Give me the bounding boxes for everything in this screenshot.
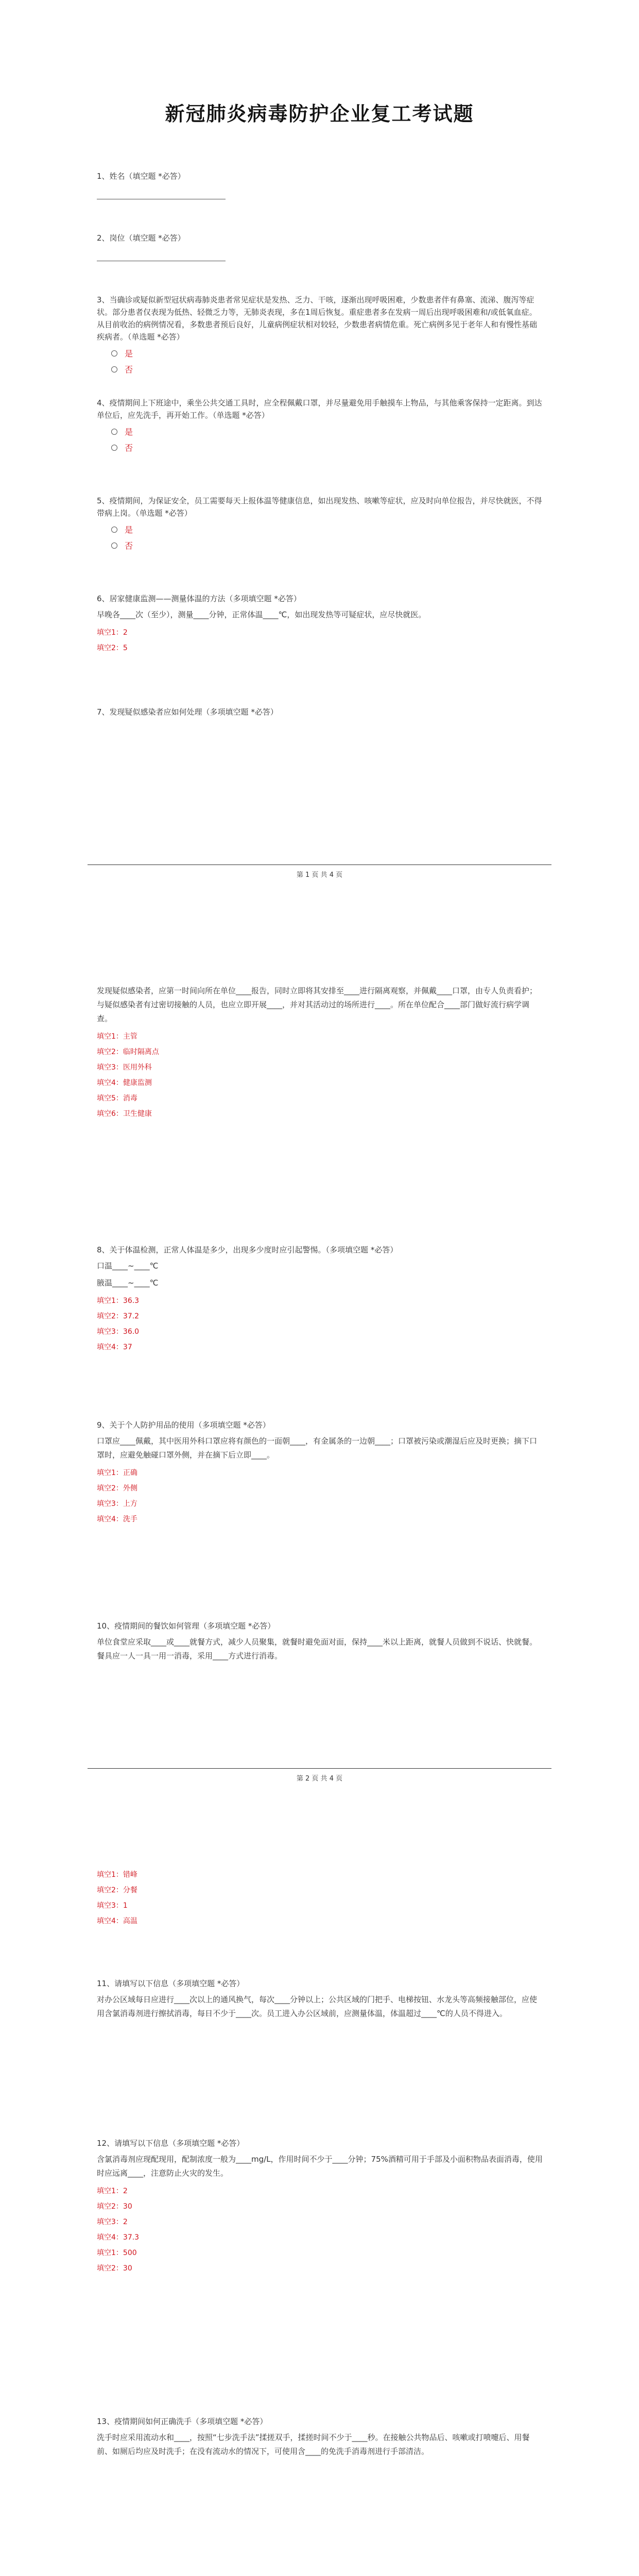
option-no[interactable] (111, 363, 543, 375)
question-6 (97, 592, 543, 656)
answer: 填空2：临时隔离点 (97, 1048, 159, 1056)
answer: 填空2：外侧 (97, 1484, 137, 1493)
option-yes[interactable] (111, 523, 543, 535)
answer: 填空4：洗手 (97, 1515, 137, 1523)
question-7 (97, 706, 543, 718)
answer-list (97, 625, 543, 656)
question-12 (97, 2137, 543, 2276)
question-text: 口罩应____佩戴，其中医用外科口罩应将有颜色的一面朝____，有金属条的一边朝____；口罩被污染或潮湿后应及时更换；摘下口罩时，应避免触碰口罩外侧，并在摘下后立即____。 (97, 1436, 538, 1460)
question-10 (97, 1620, 543, 1663)
answer: 填空1：主管 (97, 1032, 137, 1041)
answer: 填空4：37 (97, 1343, 132, 1351)
radio-circle[interactable] (111, 429, 117, 435)
question-text: 含氯消毒剂应现配现用，配制浓度一般为____mg/L，作用时间不少于____分钟；75%酒精可用于手部及小面积物品表面消毒，使用时应远离____，注意防止火灾的发生。 (97, 2155, 543, 2178)
option-label: 否 (125, 443, 133, 453)
question-2 (97, 232, 543, 261)
answer: 填空4：高温 (97, 1917, 137, 1925)
answer-list (97, 1293, 543, 1355)
answer: 填空3：医用外科 (97, 1063, 152, 1072)
answer: 填空5：消毒 (97, 1094, 137, 1103)
page-3 (0, 1807, 639, 2576)
question-10-answers (97, 1864, 543, 1929)
question-5 (97, 495, 543, 551)
question-title: 8、关于体温检测，正常人体温是多少，出现多少度时应引起警惕。（多项填空题 *必答） (97, 1245, 398, 1255)
option-label: 是 (125, 427, 133, 437)
question-title: 2、岗位（填空题 *必答） (97, 233, 185, 243)
answer: 填空6：卫生健康 (97, 1110, 152, 1118)
question-4 (97, 397, 543, 453)
option-label: 否 (125, 541, 133, 551)
option-label: 是 (125, 349, 133, 359)
question-title: 5、疫情期间，为保证安全，员工需要每天上报体温等健康信息，如出现发热、咳嗽等症状，应及时向单位报告，并尽快就医，不得带病上岗。（单选题 *必答） (97, 496, 542, 518)
question-3 (97, 294, 543, 375)
answer: 填空2：37.2 (97, 1312, 140, 1320)
answer: 填空3：上方 (97, 1500, 137, 1508)
answer: 填空3：2 (97, 2218, 128, 2226)
option-label: 否 (125, 365, 133, 375)
question-title: 6、居家健康监测——测量体温的方法（多项填空题 *必答） (97, 594, 301, 603)
question-13 (97, 2415, 543, 2459)
page-footer: 第 2 页 共 4 页 (88, 1768, 551, 1783)
answer: 填空2：30 (97, 2202, 132, 2211)
question-line: 口温____~____℃ (97, 1261, 159, 1270)
name-input[interactable] (97, 184, 226, 199)
radio-circle[interactable] (111, 543, 117, 549)
question-9 (97, 1419, 543, 1527)
page-1 (0, 0, 639, 904)
question-text: 单位食堂应采取____或____就餐方式，减少人员聚集，就餐时避免面对面，保持____米以上距离，就餐人员做到不说话、快就餐。餐具应一人一具一用一消毒，采用____方式进行消毒。 (97, 1637, 538, 1660)
question-title: 1、姓名（填空题 *必答） (97, 172, 185, 181)
position-input[interactable] (97, 246, 226, 261)
question-title: 9、关于个人防护用品的使用（多项填空题 *必答） (97, 1420, 270, 1430)
question-text: 洗手时应采用流动水和____，按照“七步洗手法”揉搓双手，揉搓时间不少于____秒。在接触公共物品后、咳嗽或打喷嚏后、用餐前、如厕后均应及时洗手；在没有流动水的情况下，可使用含____的免洗手消毒剂进行手部清洁。 (97, 2433, 530, 2456)
question-11 (97, 1977, 543, 2021)
answer-list (97, 1029, 543, 1122)
answer: 填空1：36.3 (97, 1297, 140, 1305)
question-text: 早晚各____次（至少），测量____分钟，正常体温____℃，如出现发热等可疑症状，应尽快就医。 (97, 610, 426, 619)
question-1 (97, 170, 543, 199)
question-title: 13、疫情期间如何正确洗手（多项填空题 *必答） (97, 2417, 268, 2426)
radio-circle[interactable] (111, 527, 117, 533)
question-line: 腋温____~____℃ (97, 1278, 159, 1287)
page-2 (0, 904, 639, 1807)
answer: 填空1：2 (97, 629, 128, 637)
answer-list (97, 1465, 543, 1527)
option-yes[interactable] (111, 347, 543, 359)
question-title: 12、请填写以下信息（多项填空题 *必答） (97, 2139, 245, 2148)
question-8 (97, 1244, 543, 1355)
question-title: 7、发现疑似感染者应如何处理（多项填空题 *必答） (97, 707, 278, 717)
radio-circle[interactable] (111, 350, 117, 357)
question-title: 10、疫情期间的餐饮如何管理（多项填空题 *必答） (97, 1621, 275, 1631)
option-yes[interactable] (111, 426, 543, 437)
option-no[interactable] (111, 442, 543, 453)
answer: 填空3：1 (97, 1902, 128, 1910)
answer: 填空2：5 (97, 644, 128, 652)
radio-circle[interactable] (111, 366, 117, 372)
answer: 填空3：36.0 (97, 1328, 140, 1336)
question-text: 发现疑似感染者，应第一时间向所在单位____报告，同时立即将其安排至____进行隔离观察，并佩戴____口罩，由专人负责看护；与疑似感染者有过密切接触的人员，也应立即开展____，并对其活动过的场所进行____。所在单位配合____部门做好流行病学调查。 (97, 986, 538, 1023)
question-title: 3、当确诊或疑似新型冠状病毒肺炎患者常见症状是发热、乏力、干咳，逐渐出现呼吸困难，少数患者伴有鼻塞、流涕、腹泻等症状。部分患者仅表现为低热、轻微乏力等，无肺炎表现，多在1周后恢复。重症患者多在发病一周后出现呼吸困难和/或低氧血症。从目前收治的病例情况看，多数患者预后良好，儿童病例症状相对较轻，少数患者病情危重。死亡病例多见于老年人和有慢性基础疾病者。（单选题 *必答） (97, 295, 538, 342)
answer: 填空2：分餐 (97, 1886, 137, 1894)
answer: 填空1：2 (97, 2187, 128, 2195)
option-no[interactable] (111, 539, 543, 551)
question-text: 对办公区域每日应进行____次以上的通风换气，每次____分钟以上；公共区域的门把手、电梯按钮、水龙头等高频接触部位，应使用含氯消毒剂进行擦拭消毒，每日不少于____次。员工进入办公区域前，应测量体温，体温超过____℃的人员不得进入。 (97, 1995, 538, 2018)
answer-list (97, 1867, 543, 1929)
document-title: 新冠肺炎病毒防护企业复工考试题 (165, 102, 474, 125)
answer: 填空1：正确 (97, 1469, 137, 1477)
page-footer: 第 1 页 共 4 页 (88, 865, 551, 879)
option-label: 是 (125, 525, 133, 535)
answer: 填空4：健康监测 (97, 1079, 152, 1087)
question-title: 4、疫情期间上下班途中，乘坐公共交通工具时，应全程佩戴口罩，并尽量避免用手触摸车上物品，与其他乘客保持一定距离。到达单位后，应先洗手，再开始工作。（单选题 *必答） (97, 398, 542, 420)
answer: 填空4：37.3 (97, 2233, 140, 2242)
answer: 填空1：500 (97, 2249, 137, 2257)
radio-circle[interactable] (111, 445, 117, 451)
answer-list (97, 2183, 543, 2276)
question-title: 11、请填写以下信息（多项填空题 *必答） (97, 1979, 245, 1988)
answer: 填空1：错峰 (97, 1871, 137, 1879)
answer: 填空2：30 (97, 2264, 132, 2273)
question-7-continued (97, 981, 543, 1122)
